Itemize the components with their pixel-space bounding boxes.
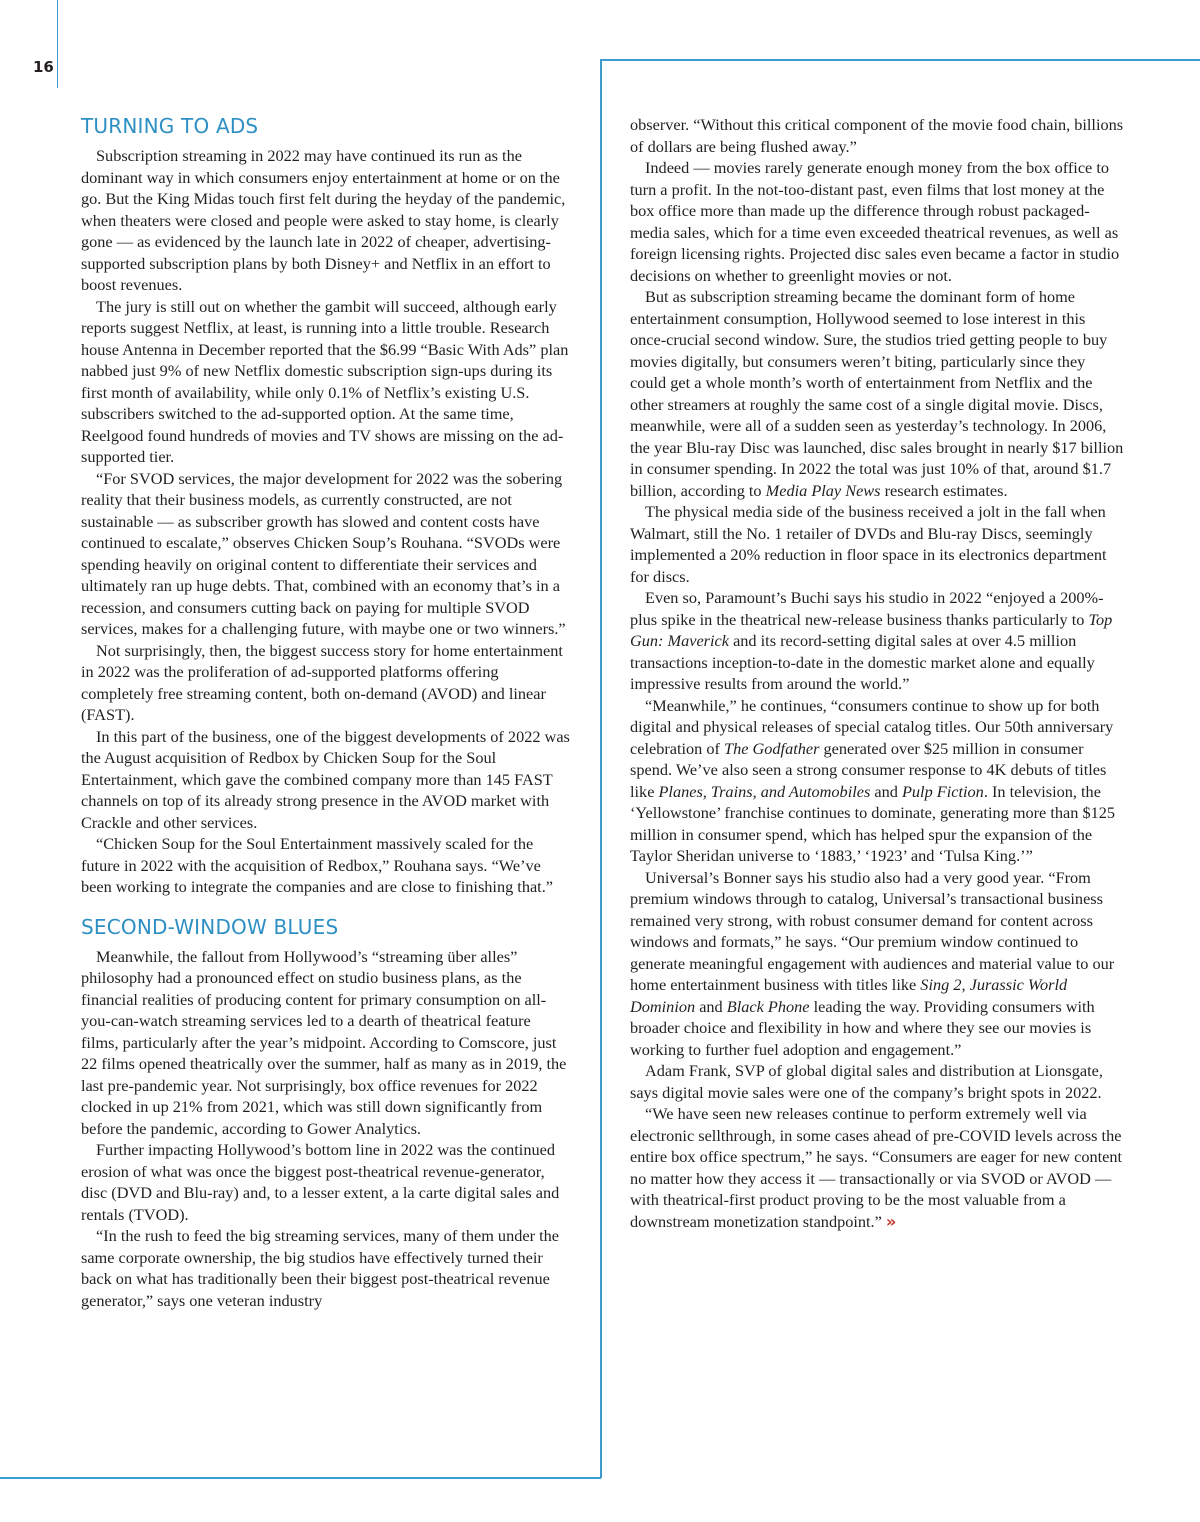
section-heading-second-window-blues: SECOND-WINDOW BLUES	[81, 914, 339, 939]
movie-title: The Godfather	[724, 738, 820, 758]
paragraph: Indeed — movies rarely generate enough money from the box office to turn a profit. In the not-too-distant past, even films that lost money at the box office more than made up the difference through robust packaged-media sales, which for a time even exceeded theatrical revenues, as well as foreign licensing rights. Projected disc sales even became a factor in studio decisions on whether to greenlight movies or not.	[630, 158, 1120, 285]
movie-title: Sing 2, Jurassic World Dominion	[630, 975, 1068, 1016]
paragraph: “Meanwhile,” he continues, “consumers continue to show up for both digital and physical releases of special catalog titles. Our 50th anniversary celebration of The Godfather generated over $25 million in consumer spend. We’ve also seen a strong consumer response to 4K debuts of titles like Planes, Trains, and Automobiles and Pulp Fiction. In television, the ‘Yellowstone’ franchise continues to dominate, generating more than $125 million in consumer spend, which has helped spur the expansion of the Taylor Sheridan universe to ‘1883,’ ‘1923’ and ‘Tulsa King.’”	[630, 695, 1116, 865]
page-number: 16	[33, 58, 54, 76]
paragraph: “For SVOD services, the major development for 2022 was the sobering reality that their business models, as currently constructed, are not sustainable — as subscriber growth has slowed and content costs have continued to escalate,” observes Chicken Soup’s Rouhana. “SVODs were spending heavily on original content to differentiate their services and ultimately ran up huge debts. That, combined with an economy that’s in a recession, and consumers cutting back on paying for multiple SVOD services, makes for a challenging future, with maybe one or two winners.”	[81, 468, 566, 638]
paragraph: In this part of the business, one of the biggest developments of 2022 was the August acquisition of Redbox by Chicken Soup for the Soul Entertainment, which gave the combined company more than 145 FAST channels on top of its already strong presence in the AVOD market with Crackle and other services.	[81, 726, 570, 832]
center-vertical-rule	[600, 59, 602, 1478]
movie-title: Black Phone	[726, 996, 810, 1016]
paragraph: But as subscription streaming became the dominant form of home entertainment consumption, Hollywood seemed to lose interest in this once-crucial second window. Sure, the studios tried getting people to buy movies digitally, but consumers weren’t biting, particularly since they could get a whole month’s worth of entertainment from Netflix and the other streamers at roughly the same cost of a single digital movie. Discs, meanwhile, were all of a sudden seen as yesterday’s technology. In 2006, the year Blu-ray Disc was launched, disc sales brought in nearly $17 billion in consumer spending. In 2022 the total was just 10% of that, around $1.7 billion, according to Media Play News research estimates.	[630, 287, 1124, 500]
paragraph: Further impacting Hollywood’s bottom line in 2022 was the continued erosion of what was once the biggest post-theatrical revenue-generator, disc (DVD and Blu-ray) and, to a lesser extent, a la carte digital sales and rentals (TVOD).	[81, 1140, 560, 1224]
paragraph-continued: observer. “Without this critical component of the movie food chain, billions of dollars are being flushed away.”	[630, 115, 1124, 156]
end-of-article-icon: »	[885, 1211, 897, 1231]
paragraph: “In the rush to feed the big streaming services, many of them under the same corporate ownership, the big studios have effectively turned their back on what has traditionally been their biggest post-theatrical revenue generator,” says one veteran industry	[81, 1226, 559, 1310]
paragraph: Adam Frank, SVP of global digital sales and distribution at Lionsgate, says digital movie sales were one of the company’s bright spots in 2022.	[630, 1061, 1103, 1102]
paragraph: Not surprisingly, then, the biggest success story for home entertainment in 2022 was the proliferation of ad-supported platforms offering completely free streaming content, both on-demand (AVOD) and linear (FAST).	[81, 640, 563, 724]
left-column	[81, 113, 571, 1311]
paragraph: The physical media side of the business received a jolt in the fall when Walmart, still the No. 1 retailer of DVDs and Blu-ray Discs, seemingly implemented a 20% reduction in floor space in its electronics department for discs.	[630, 502, 1107, 586]
publication-title: Media Play News	[765, 480, 881, 500]
paragraph: “We have seen new releases continue to perform extremely well via electronic sellthrough, in some cases ahead of pre-COVID levels across the entire box office spectrum,” he says. “Consumers are eager for new content no matter how they access it — transactionally or via SVOD or AVOD — with theatrical-first product proving to be the most valuable from a downstream monetization standpoint.” »	[630, 1104, 1123, 1231]
movie-title: Top Gun: Maverick	[630, 609, 1113, 650]
paragraph: Universal’s Bonner says his studio also had a very good year. “From premium windows through to catalog, Universal’s transactional business remained very strong, with robust consumer demand for content across windows and formats,” he says. “Our premium window continued to generate meaningful engagement with audiences and material value to our home entertainment business with titles like Sing 2, Jurassic World Dominion and Black Phone leading the way. Providing consumers with broader choice and flexibility in how and where they see our movies is working to further fuel adoption and engagement.”	[630, 867, 1115, 1059]
top-left-vertical-rule	[57, 0, 58, 88]
right-column	[630, 114, 1125, 1232]
paragraph: Even so, Paramount’s Buchi says his studio in 2022 “enjoyed a 200%-plus spike in the theatrical new-release business thanks particularly to Top Gun: Maverick and its record-setting digital sales at over 4.5 million transactions inception-to-date in the domestic market alone and equally impressive results from around the world.”	[630, 588, 1113, 693]
section-heading-turning-to-ads: TURNING TO ADS	[81, 114, 259, 138]
bottom-horizontal-rule	[0, 1477, 601, 1479]
paragraph: “Chicken Soup for the Soul Entertainment massively scaled for the future in 2022 with the acquisition of Redbox,” Rouhana says. “We’ve been working to integrate the companies and are close to finishing that.”	[81, 834, 554, 896]
paragraph: The jury is still out on whether the gambit will succeed, although early reports suggest Netflix, at least, is running into a little trouble. Research house Antenna in December reported that the $6.99 “Basic With Ads” plan nabbed just 9% of new Netflix domestic subscription sign-ups during its first month of availability, while only 0.1% of Netflix’s existing U.S. subscribers switched to the ad-supported option. At the same time, Reelgood found hundreds of movies and TV shows are missing on the ad-supported tier.	[81, 296, 569, 466]
paragraph: Meanwhile, the fallout from Hollywood’s “streaming über alles” philosophy had a pronounced effect on studio business plans, as the financial realities of producing content for primary consumption on all-you-can-watch streaming services led to a dearth of theatrical feature films, particularly after the year’s midpoint. According to Comscore, just 22 films opened theatrically over the summer, half as many as in 2019, the last pre-pandemic year. Not surprisingly, box office revenues for 2022 clocked in up 21% from 2021, which was still down significantly from before the pandemic, according to Gower Analytics.	[81, 946, 567, 1138]
movie-title: Pulp Fiction	[901, 781, 984, 801]
paragraph: Subscription streaming in 2022 may have continued its run as the dominant way in which consumers enjoy entertainment at home or on the go. But the King Midas touch first felt during the heyday of the pandemic, when theaters were closed and people were asked to stay home, is clearly gone — as evidenced by the launch late in 2022 of cheaper, advertising-supported subscription plans by both Disney+ and Netflix in an effort to boost revenues.	[81, 146, 566, 294]
top-right-horizontal-rule	[600, 59, 1200, 61]
movie-title: Planes, Trains, and Automobiles	[658, 781, 871, 801]
